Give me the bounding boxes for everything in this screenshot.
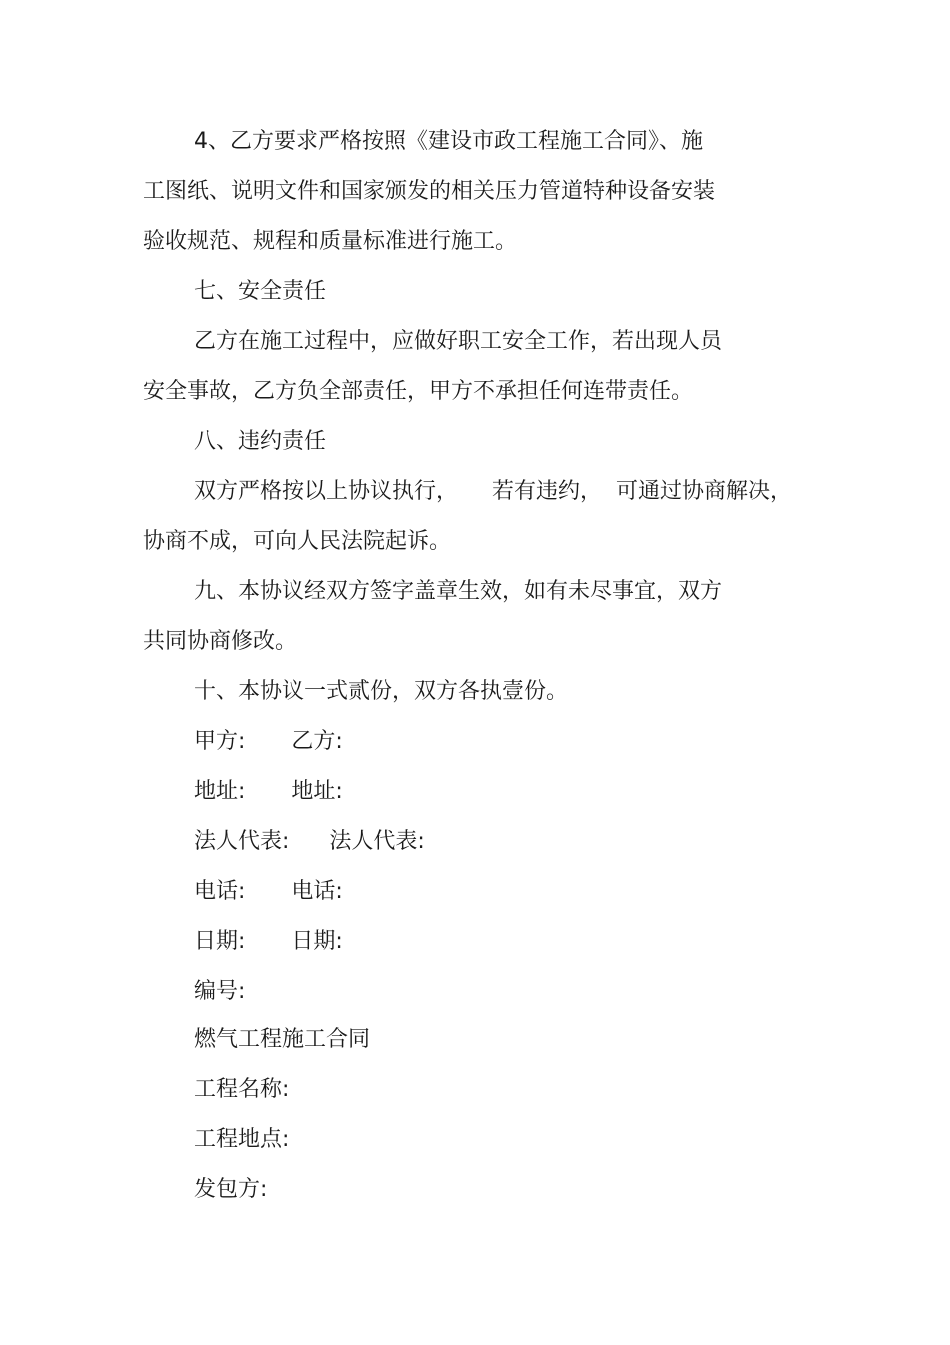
employer-label: 发包方: xyxy=(194,1177,268,1202)
signature-address-row xyxy=(194,777,343,807)
address-b-label: 地址: xyxy=(291,779,343,804)
project-name-label: 工程名称: xyxy=(194,1077,290,1102)
signature-phone-row xyxy=(194,877,343,907)
section8-line1 xyxy=(194,477,792,507)
project-location-label: 工程地点: xyxy=(194,1127,290,1152)
phone-a-label: 电话: xyxy=(194,879,246,904)
legal-rep-a-label: 法人代表: xyxy=(194,829,290,854)
contract-number-label: 编号: xyxy=(194,979,246,1004)
party-a-label: 甲方: xyxy=(194,729,246,754)
address-a-label: 地址: xyxy=(194,779,246,804)
section10-line1: 十、本协议一式贰份，双方各执壹份。 xyxy=(194,679,569,704)
section8-line2: 协商不成，可向人民法院起诉。 xyxy=(143,529,452,554)
party-b-label: 乙方: xyxy=(291,729,343,754)
section8-line1-part3: 可通过协商解决， xyxy=(616,479,793,504)
date-a-label: 日期: xyxy=(194,929,246,954)
date-b-label: 日期: xyxy=(291,929,343,954)
phone-b-label: 电话: xyxy=(291,879,343,904)
legal-rep-b-label: 法人代表: xyxy=(329,829,425,854)
section7-line2: 安全事故，乙方负全部责任，甲方不承担任何连带责任。 xyxy=(143,379,694,404)
section9-line1: 九、本协议经双方签字盖章生效，如有未尽事宜，双方 xyxy=(194,579,723,604)
signature-party-row xyxy=(194,727,343,757)
signature-date-row xyxy=(194,927,343,957)
section8-line1-part2: 若有违约， xyxy=(492,479,603,504)
item4-line3: 验收规范、规程和质量标准进行施工。 xyxy=(143,229,518,254)
signature-legal-rep-row xyxy=(194,827,425,857)
section7-line1: 乙方在施工过程中，应做好职工安全工作，若出现人员 xyxy=(194,329,723,354)
section9-line2: 共同协商修改。 xyxy=(143,629,298,654)
contract-title: 燃气工程施工合同 xyxy=(194,1027,371,1052)
section8-heading: 八、违约责任 xyxy=(194,429,327,454)
section7-heading: 七、安全责任 xyxy=(194,279,327,304)
item4-line1: 4、乙方要求严格按照《建设市政工程施工合同》、施 xyxy=(194,129,703,154)
item4-line2: 工图纸、说明文件和国家颁发的相关压力管道特种设备安装 xyxy=(143,179,716,204)
section8-line1-part1: 双方严格按以上协议执行， xyxy=(194,479,459,504)
